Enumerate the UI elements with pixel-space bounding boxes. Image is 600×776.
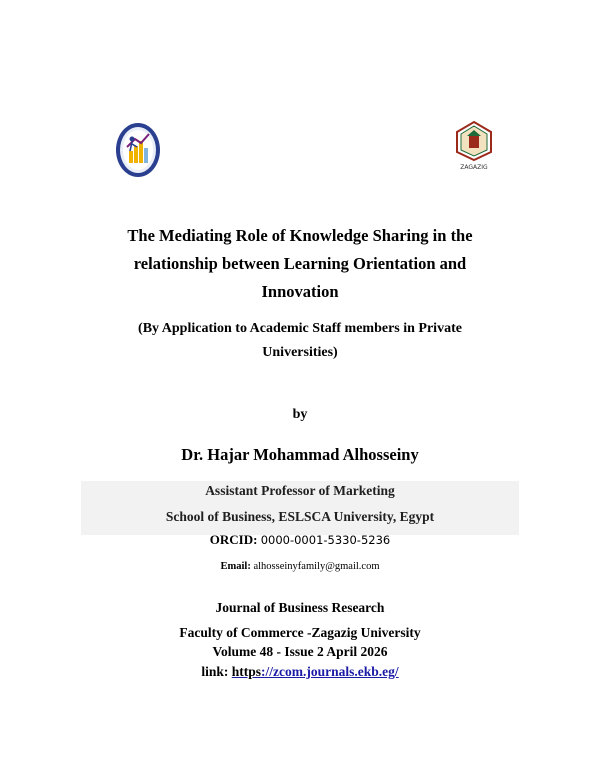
author-institution: School of Business, ESLSCA University, Egypt (165, 509, 435, 524)
paper-title (0, 222, 600, 306)
email (0, 561, 600, 572)
journal-link (0, 662, 600, 682)
author-position: Assistant Professor of Marketing (205, 483, 395, 498)
email-value: alhosseinyfamily@gmail.com (253, 561, 380, 572)
orcid (0, 532, 600, 548)
journal-name: Journal of Business Research (215, 600, 385, 615)
by-label: by (292, 407, 308, 422)
email-label: Email: (220, 561, 251, 572)
title-line: The Mediating Role of Knowledge Sharing in the (127, 226, 473, 245)
subtitle-line: Universities) (262, 345, 338, 360)
journal-url[interactable]: https://zcom.journals.ekb.eg/ (231, 663, 399, 679)
zagazig-university-logo (455, 120, 493, 172)
link-label: link: (201, 663, 229, 679)
title-line: Innovation (261, 282, 339, 301)
orcid-value: 0000-0001-5330-5236 (260, 533, 391, 547)
subtitle-line: (By Application to Academic Staff members in Private (138, 321, 462, 336)
author-name: Dr. Hajar Mohammad Alhosseiny (181, 445, 419, 464)
paper-subtitle (0, 317, 600, 365)
logo-caption: ZAGAZIG (460, 164, 488, 171)
title-line: relationship between Learning Orientation and (133, 254, 467, 273)
orcid-label: ORCID: (209, 532, 258, 547)
journal-info (0, 598, 600, 681)
journal-logo (115, 121, 161, 179)
journal-faculty: Faculty of Commerce -Zagazig University (179, 624, 421, 640)
journal-issue: Volume 48 - Issue 2 April 2026 (212, 644, 388, 659)
